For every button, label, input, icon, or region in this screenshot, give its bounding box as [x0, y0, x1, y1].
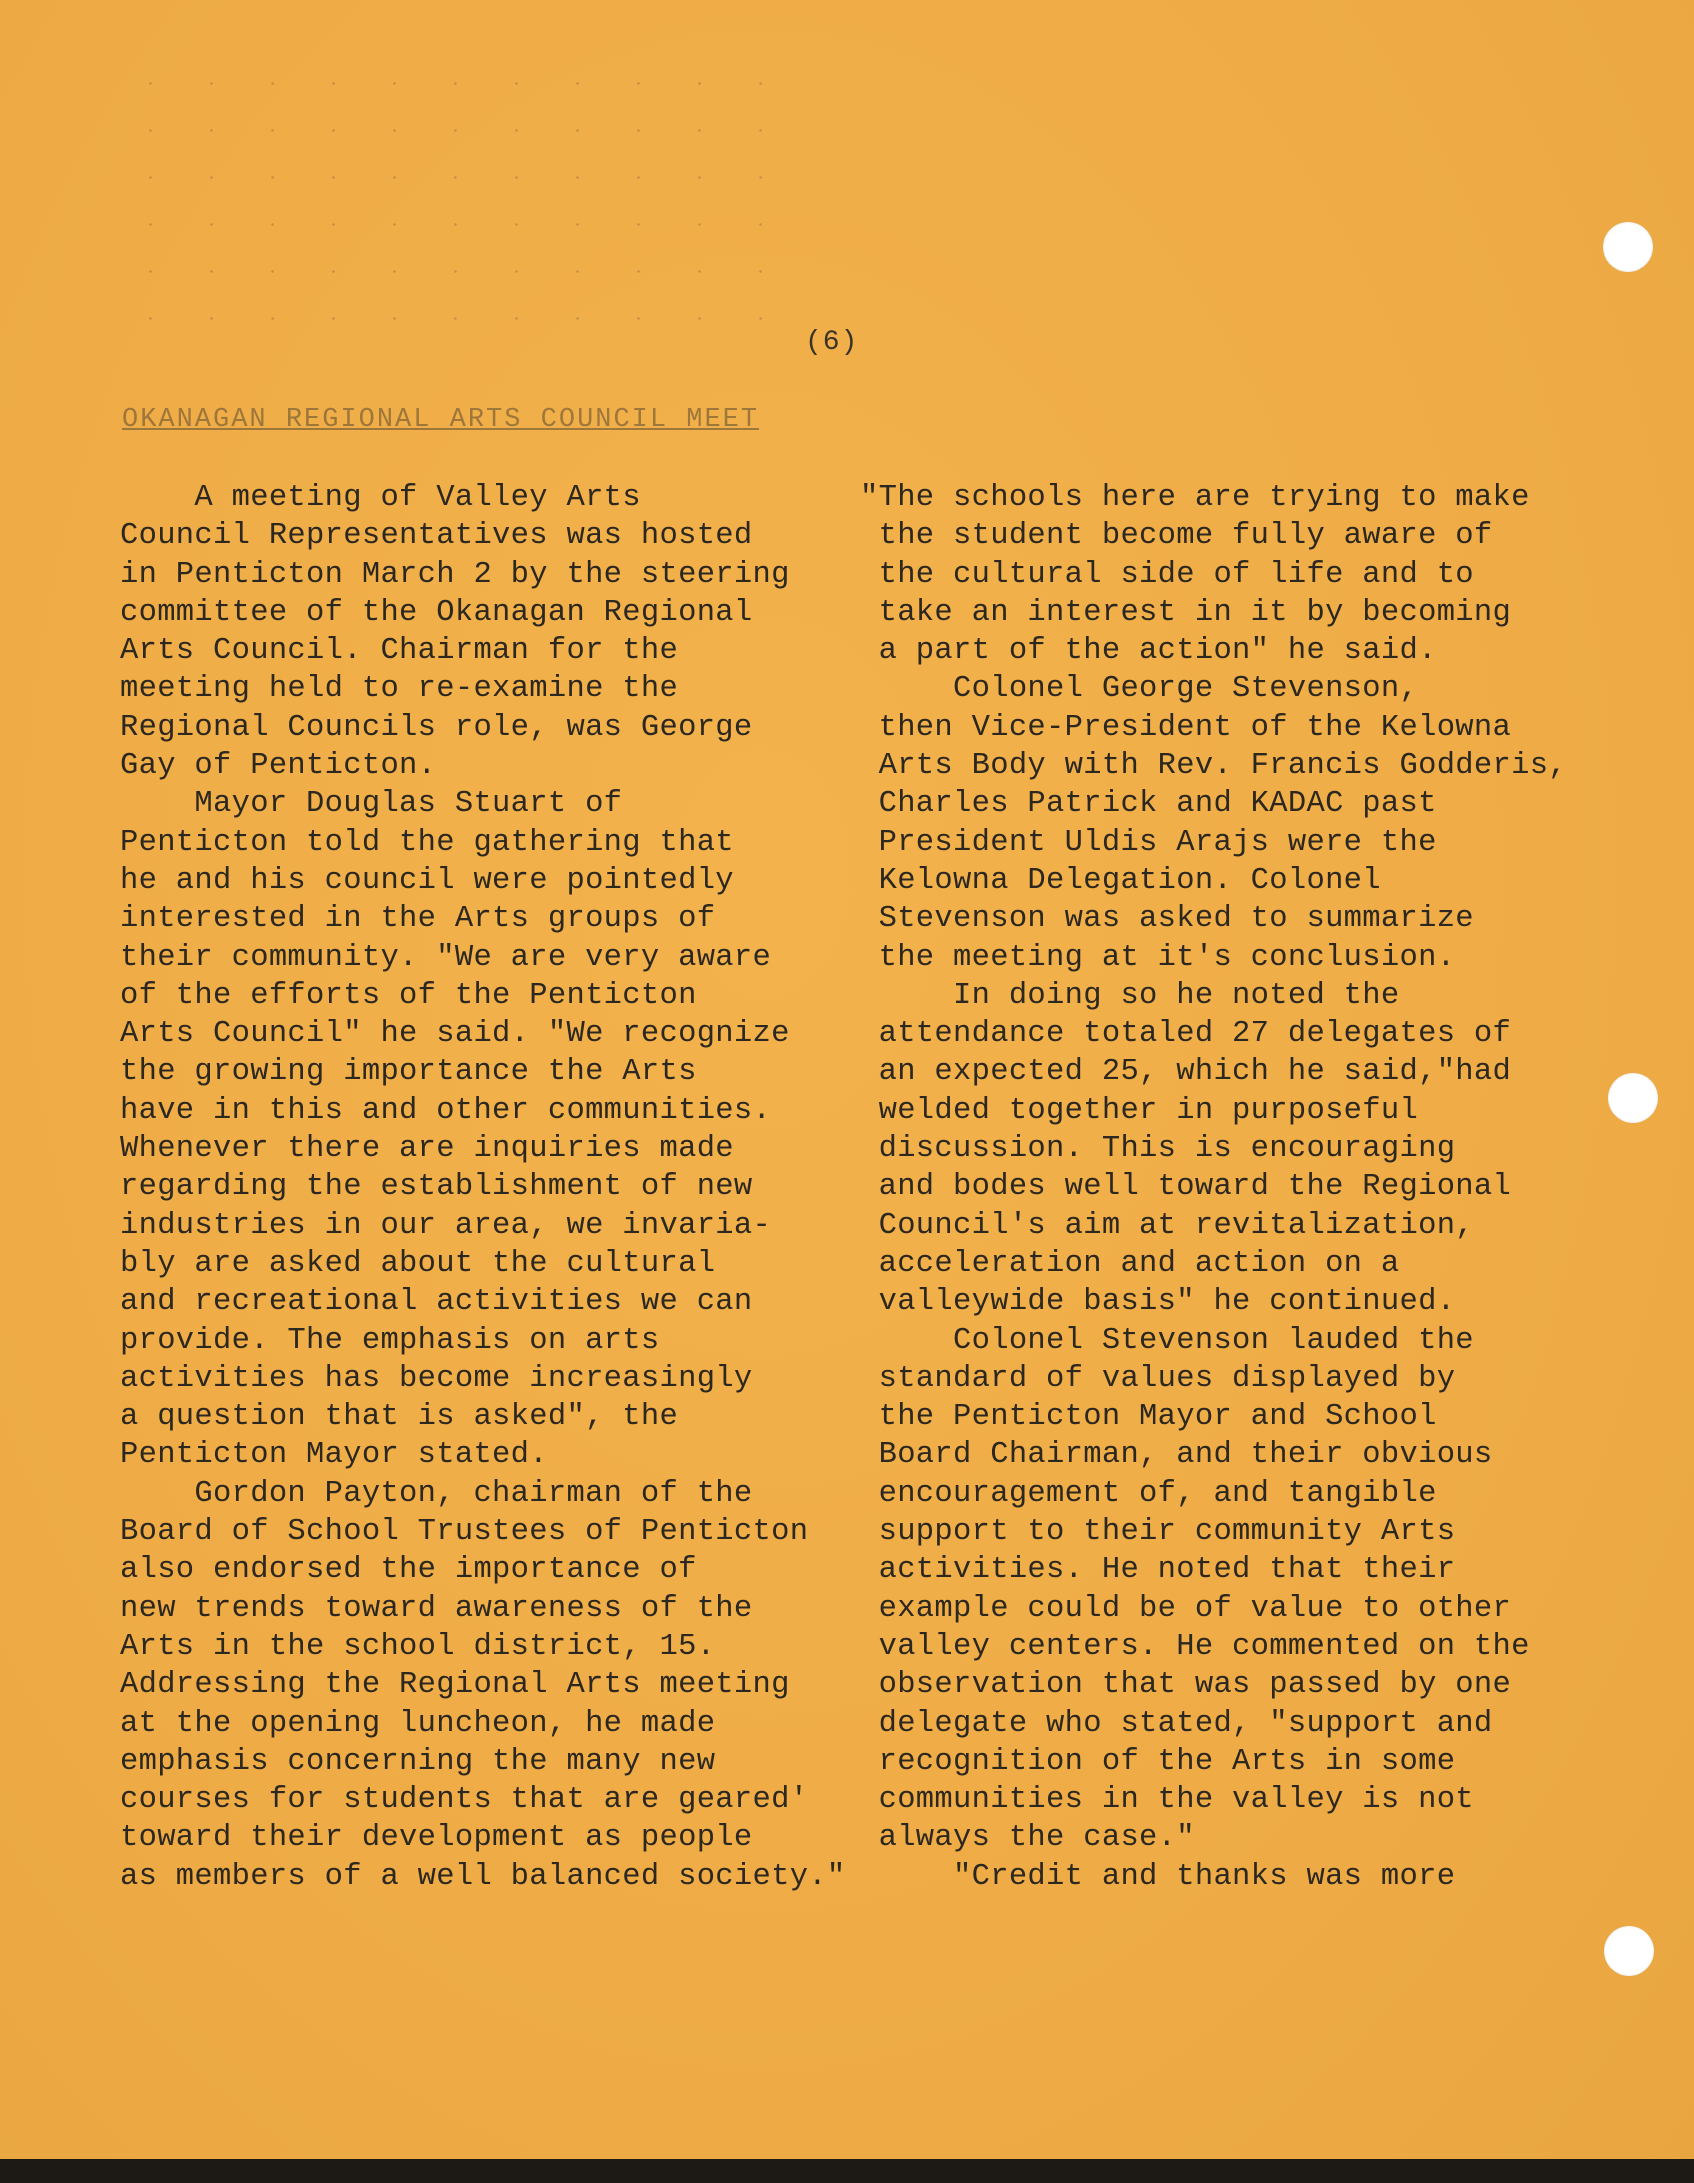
- article-line: recognition of the Arts in some: [860, 1744, 1456, 1779]
- article-line: example could be of value to other: [860, 1591, 1512, 1626]
- article-line: in Penticton March 2 by the steering: [120, 557, 790, 592]
- article-line: the meeting at it's conclusion.: [860, 940, 1456, 975]
- article-line: then Vice-President of the Kelowna: [860, 710, 1512, 745]
- article-line: at the opening luncheon, he made: [120, 1706, 716, 1741]
- article-line: discussion. This is encouraging: [860, 1132, 1456, 1167]
- page-number: (6): [805, 327, 859, 358]
- article-line: a question that is asked", the: [120, 1400, 679, 1435]
- article-line: Charles Patrick and KADAC past: [860, 787, 1437, 822]
- article-line: Council Representatives was hosted: [120, 519, 753, 554]
- article-line: Colonel George Stevenson,: [860, 672, 1419, 707]
- article-line: Board of School Trustees of Penticton: [120, 1515, 809, 1550]
- article-line: support to their community Arts: [860, 1515, 1456, 1550]
- article-line: Arts Council. Chairman for the: [120, 634, 679, 669]
- article-line: the Penticton Mayor and School: [860, 1400, 1437, 1435]
- article-line: emphasis concerning the many new: [120, 1744, 716, 1779]
- article-line: also endorsed the importance of: [120, 1553, 697, 1588]
- article-left-column: [120, 479, 846, 1896]
- article-line: Arts Council" he said. "We recognize: [120, 1017, 790, 1052]
- article-line: new trends toward awareness of the: [120, 1591, 753, 1626]
- article-line: Mayor Douglas Stuart of: [120, 787, 623, 822]
- article-line: welded together in purposeful: [860, 1093, 1419, 1128]
- article-line: A meeting of Valley Arts: [120, 481, 641, 515]
- article-line: Penticton Mayor stated.: [120, 1438, 548, 1473]
- article-line: Stevenson was asked to summarize: [860, 902, 1474, 937]
- article-line: Gordon Payton, chairman of the: [120, 1476, 753, 1511]
- article-line: attendance totaled 27 delegates of: [860, 1017, 1512, 1052]
- article-line: communities in the valley is not: [860, 1783, 1474, 1818]
- scan-bottom-edge: [0, 2159, 1694, 2183]
- article-line: activities. He noted that their: [860, 1553, 1456, 1588]
- article-line: "The schools here are trying to make: [860, 481, 1530, 515]
- article-line: Gay of Penticton.: [120, 749, 437, 784]
- article-line: he and his council were pointedly: [120, 863, 734, 898]
- article-line: bly are asked about the cultural: [120, 1246, 716, 1281]
- article-line: provide. The emphasis on arts: [120, 1323, 660, 1358]
- article-line: delegate who stated, "support and: [860, 1706, 1493, 1741]
- article-line: a part of the action" he said.: [860, 634, 1437, 669]
- article-line: Board Chairman, and their obvious: [860, 1438, 1493, 1473]
- punch-hole-top: [1603, 222, 1653, 272]
- article-line: Arts in the school district, 15.: [120, 1629, 716, 1664]
- article-line: courses for students that are geared': [120, 1783, 809, 1818]
- article-line: Council's aim at revitalization,: [860, 1208, 1474, 1243]
- article-line: meeting held to re-examine the: [120, 672, 679, 707]
- article-line: Kelowna Delegation. Colonel: [860, 863, 1381, 898]
- article-line: always the case.": [860, 1821, 1195, 1856]
- article-line: toward their development as people: [120, 1821, 753, 1856]
- article-line: as members of a well balanced society.": [120, 1859, 846, 1894]
- punch-hole-middle: [1608, 1073, 1658, 1123]
- article-line: and recreational activities we can: [120, 1285, 753, 1320]
- article-line: and bodes well toward the Regional: [860, 1170, 1512, 1205]
- article-line: the growing importance the Arts: [120, 1055, 697, 1090]
- article-line: In doing so he noted the: [860, 978, 1400, 1013]
- article-line: regarding the establishment of new: [120, 1170, 753, 1205]
- article-line: valley centers. He commented on the: [860, 1629, 1530, 1664]
- article-line: acceleration and action on a: [860, 1246, 1400, 1281]
- article-line: the cultural side of life and to: [860, 557, 1474, 592]
- article-line: industries in our area, we invaria-: [120, 1208, 772, 1243]
- article-headline: OKANAGAN REGIONAL ARTS COUNCIL MEET: [122, 405, 760, 435]
- article-line: their community. "We are very aware: [120, 940, 772, 975]
- paper-specks: [120, 60, 820, 320]
- article-line: interested in the Arts groups of: [120, 902, 716, 937]
- article-line: Regional Councils role, was George: [120, 710, 753, 745]
- article-line: activities has become increasingly: [120, 1361, 753, 1396]
- article-line: valleywide basis" he continued.: [860, 1285, 1456, 1320]
- article-line: Penticton told the gathering that: [120, 825, 734, 860]
- article-line: Colonel Stevenson lauded the: [860, 1323, 1474, 1358]
- article-line: of the efforts of the Penticton: [120, 978, 697, 1013]
- article-line: take an interest in it by becoming: [860, 595, 1512, 630]
- article-line: have in this and other communities.: [120, 1093, 772, 1128]
- article-line: Arts Body with Rev. Francis Godderis,: [860, 749, 1567, 784]
- article-line: observation that was passed by one: [860, 1668, 1512, 1703]
- article-line: an expected 25, which he said,"had: [860, 1055, 1512, 1090]
- article-line: encouragement of, and tangible: [860, 1476, 1437, 1511]
- article-line: President Uldis Arajs were the: [860, 825, 1437, 860]
- article-line: Whenever there are inquiries made: [120, 1132, 734, 1167]
- punch-hole-bottom: [1604, 1926, 1654, 1976]
- article-line: "Credit and thanks was more: [860, 1859, 1456, 1894]
- article-line: Addressing the Regional Arts meeting: [120, 1668, 790, 1703]
- article-line: the student become fully aware of: [860, 519, 1493, 554]
- article-line: committee of the Okanagan Regional: [120, 595, 753, 630]
- article-right-column: [860, 479, 1567, 1896]
- article-line: standard of values displayed by: [860, 1361, 1456, 1396]
